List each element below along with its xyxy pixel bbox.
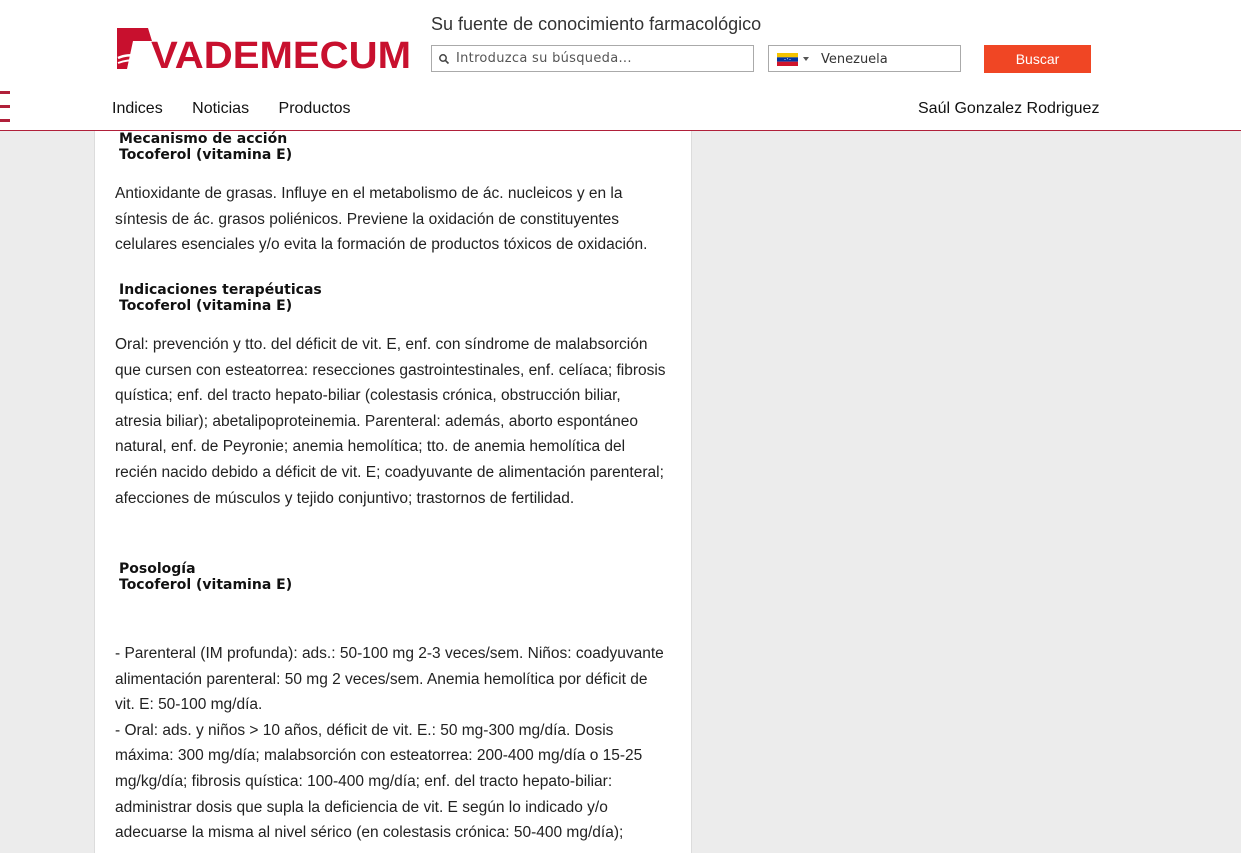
logo-text: VADEMECUM [151,35,411,70]
paragraph: Antioxidante de grasas. Influye en el metabolismo de ác. nucleicos y en la síntesis de ác. grasos poliénicos. Previene la oxidación de constituyentes celulares esenciales y/o evita la formación de productos tóxicos de oxidación. [115,185,648,254]
tagline: Su fuente de conocimiento farmacológico [431,14,762,34]
section-body-mechanism [115,181,671,258]
country-select[interactable] [768,45,961,72]
section-subtitle: Tocoferol (vitamina E) [119,577,293,593]
section-body-indications [115,332,671,511]
nav-link-productos[interactable]: Productos [278,100,351,117]
section-heading-dosage [119,561,292,593]
section-title: Indicaciones terapéuticas [119,282,322,298]
main-nav [112,100,376,118]
search-input[interactable] [456,46,751,71]
venezuela-flag-icon [777,53,798,66]
section-subtitle: Tocoferol (vitamina E) [119,147,293,163]
drug-monograph-content [94,131,692,853]
site-header [0,0,1241,131]
section-title: Posología [119,561,196,577]
user-name-link[interactable]: Saúl Gonzalez Rodriguez [918,100,1100,117]
hamburger-menu-icon[interactable] [0,91,10,124]
vademecum-logo[interactable] [115,28,411,70]
search-box[interactable] [431,45,754,72]
paragraph: - Oral: ads. y niños > 10 años, déficit de vit. E.: 50 mg-300 mg/día. Dosis máxima: 300 mg/día; malabsorción con esteatorrea: 200-400 mg/día o 15-25 mg/kg/día; fibrosis quística: 100-400 mg/día; enf. del tracto hepato-biliar: administrar dosis que supla la deficiencia de vit. E según lo indicado y/o adecuarse la misma al nivel sérico (en colestasis crónica: 50-400 mg/día); [115,721,643,842]
logo-graphic [115,28,411,70]
country-label: Venezuela [821,52,888,67]
search-icon [438,53,450,65]
section-subtitle: Tocoferol (vitamina E) [119,298,293,314]
paragraph: - Parenteral (IM profunda): ads.: 50-100 mg 2-3 veces/sem. Niños: coadyuvante alimentación parenteral: 50 mg 2 veces/sem. Anemia hemolítica por déficit de vit. E: 50-100 mg/día. [115,645,664,714]
search-button[interactable]: Buscar [984,45,1091,73]
paragraph: Oral: prevención y tto. del déficit de vit. E, enf. con síndrome de malabsorción que cursen con esteatorrea: resecciones gastrointestinales, enf. celíaca; fibrosis quística; enf. del tracto hepato-biliar (colestasis crónica, obstrucción biliar, atresia biliar); abetalipoproteinemia. Parenteral: además, aborto espontáneo natural, enf. de Peyronie; anemia hemolítica; tto. de anemia hemolítica del recién nacido debido a déficit de vit. E; coadyuvante de alimentación parenteral; afecciones de músculos y tejido conjuntivo; trastornos de fertilidad. [115,336,666,507]
nav-link-noticias[interactable]: Noticias [192,100,250,117]
chevron-down-icon [803,57,809,61]
section-heading-mechanism [119,131,292,163]
section-heading-indications [119,282,322,314]
nav-link-indices[interactable]: Indices [112,100,163,117]
section-body-dosage [115,641,671,846]
section-title: Mecanismo de acción [119,131,288,147]
